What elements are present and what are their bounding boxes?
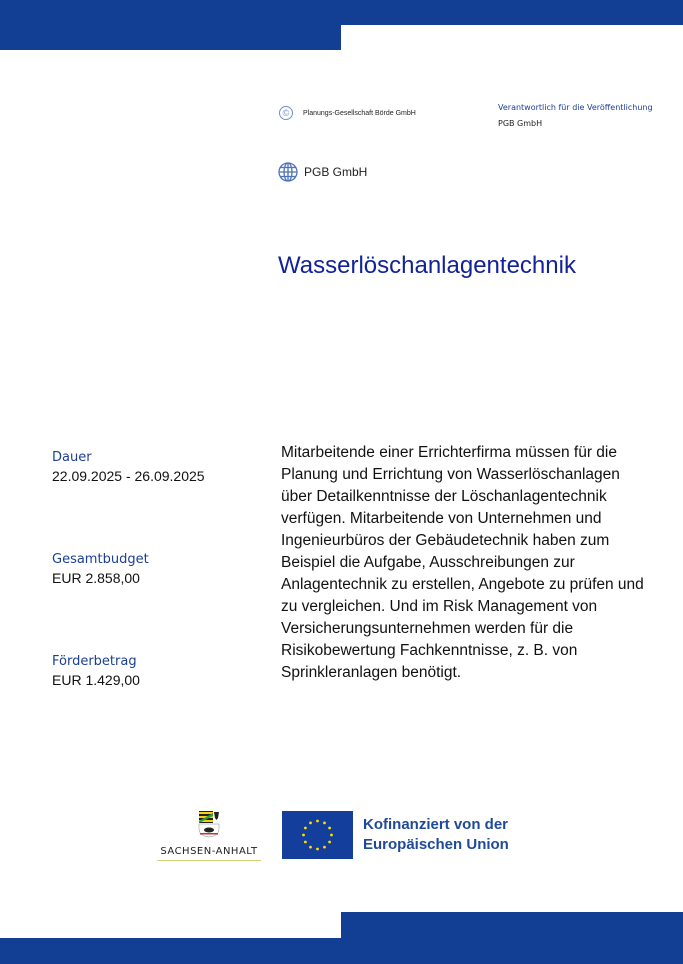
state-name: SACHSEN-ANHALT [157,846,261,861]
description-text: Mitarbeitende einer Errichterfirma müssen für die Planung und Errichtung von Wasserlöschanlagen über Detailkenntnisse der Löschanlagentechnik verfügen. Mitarbeitende von Unternehmen und Ingenieurbüros der Gebäudetechnik haben zum Beispiel die Aufgabe, Ausschreibungen zur Anlagentechnik zu erstellen, Angebote zu prüfen und zu vergleichen. Und im Risk Management von Versicherungsunternehmen werden für die Risikobewertung Fachkenntnisse, z. B. von Sprinkleranlagen benötigt. [281,444,644,681]
top-banner-tab [0,0,341,50]
fact-label: Gesamtbudget [52,552,149,567]
fact-label: Dauer [52,450,92,465]
fact-value: 22.09.2025 - 26.09.2025 [52,468,205,484]
eu-funding-text [363,815,509,855]
fact-funding-amount [52,654,242,756]
page-title: Wasserlöschanlagentechnik [278,252,576,279]
fact-total-budget [52,552,242,654]
eu-text-line2: Europäischen Union [363,836,509,853]
responsible-block [498,103,653,128]
copyright-text: Planungs-Gesellschaft Börde GmbH [303,109,416,117]
fact-duration [52,450,242,552]
fact-value: EUR 2.858,00 [52,570,140,586]
eu-text-line1: Kofinanziert von der [363,816,509,833]
fact-label: Förderbetrag [52,654,137,669]
globe-icon [278,162,298,182]
eu-funding-logo [282,811,509,859]
website-link[interactable] [278,162,367,182]
bottom-banner-bar [0,938,683,964]
copyright-icon: © [279,106,293,120]
copyright-line [279,106,416,120]
coat-of-arms-icon [198,810,220,838]
fact-value: EUR 1.429,00 [52,672,140,688]
responsible-value: PGB GmbH [498,119,543,128]
website-label: PGB GmbH [304,165,368,179]
responsible-label: Verantwortlich für die Veröffentlichung [498,103,653,112]
facts-panel [52,450,242,756]
eu-flag-icon [282,811,353,859]
sachsen-anhalt-logo [157,810,261,861]
